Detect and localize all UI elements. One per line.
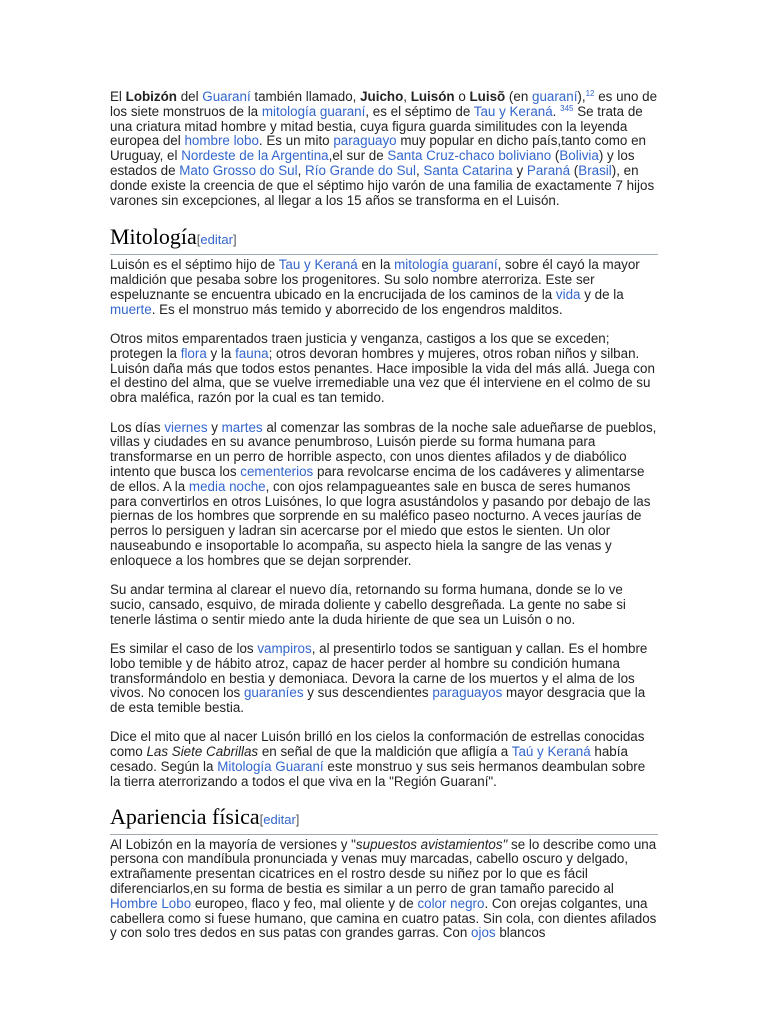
text: . Con orejas colgantes, una cabellera como si fuese humano, que camina en cuatro patas. Sin cola, con dientes afilados y con solo tres dedos en sus patas con grandes garras. Con: [110, 895, 657, 941]
text: Al Lobizón en la mayoría de versiones y ": [110, 836, 356, 852]
link-vampiros[interactable]: vampiros: [257, 640, 312, 656]
text: Su andar termina al clarear el nuevo día, retornando su forma humana, donde se lo ve sucio, cansado, esquivo, de mirada doliente y cabello desgreñada. La gente no sabe si tenerle lástima o sentir miedo ante la duda hiriente de que sea un Luisón o no.: [110, 582, 626, 627]
text: ,: [297, 162, 306, 178]
edit-link[interactable]: editar: [200, 232, 233, 248]
text: ; otros devoran hombres y mujeres, otros roban niños y silban. Luisón daña más que todos estos penantes. Hace imposible la vida del más allá. Juega con el destino del alma, que se vuelve irremediable una vez que él interviene en el colmo de su obra maléfica, razón por la cual es tan temido.: [110, 345, 655, 406]
text: para revolcarse encima de los cadáveres y alimentarse de ellos. A la: [110, 463, 645, 494]
text: y de la: [580, 286, 624, 302]
italic-text: Las Siete Cabrillas: [146, 744, 259, 760]
text: Es similar el caso de los: [110, 640, 258, 656]
link-fauna[interactable]: fauna: [235, 345, 269, 361]
text: blancos: [495, 925, 546, 941]
link-flora[interactable]: flora: [180, 345, 207, 361]
link-martes[interactable]: martes: [221, 419, 263, 435]
text: ),: [577, 89, 586, 104]
text: Luisón es el séptimo hijo de: [110, 257, 279, 273]
link-hombre-lobo[interactable]: hombre lobo: [184, 133, 259, 149]
text: El: [110, 89, 126, 104]
link-mitologia-guarani[interactable]: mitología guaraní: [394, 257, 498, 273]
term-luiso: Luisõ: [469, 89, 506, 104]
link-muerte[interactable]: muerte: [110, 301, 152, 317]
text: europeo, flaco y feo, mal oliente y de: [191, 895, 418, 911]
text: ,: [415, 162, 424, 178]
citation-link[interactable]: 12: [585, 89, 595, 98]
text: . Es un mito: [258, 133, 334, 149]
text: muy popular en dicho país,tanto como en Uruguay, el: [110, 133, 646, 164]
italic-text: supuestos avistamientos": [355, 836, 508, 852]
link-tau-y-kerana[interactable]: Tau y Keraná: [278, 257, 358, 273]
section-heading-apariencia: [110, 804, 658, 835]
text: ,el sur de: [328, 148, 388, 164]
text: y: [207, 419, 222, 435]
term-juicho: Juicho: [360, 89, 404, 104]
link-vida[interactable]: vida: [555, 286, 581, 302]
text: Otros mitos emparentados traen justicia y venganza, castigos a los que se exceden; protegen la: [110, 331, 610, 361]
link-tau-y-kerana[interactable]: Tau y Keraná: [473, 103, 553, 119]
text: Dice el mito que al nacer Luisón brilló en los cielos la conformación de estrellas conocidas como: [110, 729, 645, 760]
link-santa-catarina[interactable]: Santa Catarina: [423, 162, 513, 178]
paragraph: [110, 730, 658, 789]
text: había cesado. Según la: [110, 744, 628, 774]
edit-bracket: ]: [295, 811, 300, 827]
link-rio-grande-do-sul[interactable]: Río Grande do Sul: [305, 162, 416, 178]
article-body: [110, 90, 658, 941]
paragraph: [110, 838, 658, 942]
paragraph: [110, 421, 658, 569]
paragraph: [110, 332, 658, 406]
text: ,: [403, 89, 411, 104]
text: (: [551, 148, 560, 164]
text: , es el séptimo de: [365, 103, 474, 119]
text: también llamado,: [250, 89, 361, 104]
link-mitologia-guarani[interactable]: mitología guaraní: [261, 103, 366, 119]
section-title: Mitología: [110, 224, 197, 250]
intro-paragraph: [110, 90, 658, 208]
text: ), en donde existe la creencia de que el séptimo hijo varón de una familia de exactamente 7 hijos varones sin excepciones, al llegar a los 15 años se transforma en el Luisón.: [110, 162, 655, 208]
link-guarani[interactable]: Guaraní: [202, 89, 251, 104]
text: en señal de que la maldición que afligía a: [258, 744, 512, 760]
link-media-noche[interactable]: media noche: [188, 478, 266, 494]
text: al comenzar las sombras de la noche sale adueñarse de pueblos, villas y ciudades en su avance penumbroso, Luisón pierde su forma humana para transformarse en un perro de horrible aspecto, con unos dientes afilados y de diabólico intento que busca los: [110, 419, 657, 479]
link-paraguayo[interactable]: paraguayo: [333, 133, 397, 149]
link-hombre-lobo[interactable]: Hombre Lobo: [110, 895, 192, 911]
text: Los días: [110, 419, 165, 435]
text: y: [512, 162, 527, 178]
link-paraguayos[interactable]: paraguayos: [432, 685, 503, 701]
citation-link[interactable]: 345: [560, 103, 574, 113]
text: del: [176, 89, 203, 104]
section-title: Apariencia física: [110, 803, 260, 829]
text: se lo describe como una persona con mandíbula pronunciada y venas muy marcadas, cabello oscuro y delgado, extrañamente presentan cicatrices en el rostro desde su niñez por lo que es fácil diferenciarlos,en su forma de bestia es similar a un perro de gran tamaño parecido al: [110, 836, 657, 896]
link-cementerios[interactable]: cementerios: [240, 463, 314, 479]
paragraph: [110, 642, 658, 716]
link-mitologia-guarani[interactable]: Mitología Guaraní: [217, 758, 324, 774]
text: este monstruo y sus seis hermanos deambulan sobre la tierra aterrorizando a todos el que viva en la "Región Guaraní".: [110, 758, 646, 789]
link-bolivia[interactable]: Bolivia: [559, 148, 599, 164]
link-santa-cruz-chaco[interactable]: Santa Cruz-chaco boliviano: [387, 148, 552, 164]
text: , sobre él cayó la mayor maldición que pesaba sobre los progenitores. Su solo nombre aterroriza. Este ser espeluznante se encuentra ubicado en la encrucijada de los caminos de la: [110, 257, 640, 302]
text: en la: [357, 257, 395, 273]
text: mayor desgracia que la de esta temible bestia.: [110, 685, 646, 716]
text: Se trata de una criatura mitad hombre y mitad bestia, cuya figura guarda similitudes con la leyenda europea del: [110, 103, 643, 149]
text: , al presentirlo todos se santiguan y callan. Es el hombre lobo temible y de hábito atroz, capaz de hacer perder al hombre su condición humana transformándolo en bestia y demoniaca. Devora la carne de los muertos y el alma de los vivos. No conocen los: [110, 640, 648, 701]
link-viernes[interactable]: viernes: [164, 419, 208, 435]
link-guarani-language[interactable]: guaraní: [532, 89, 578, 104]
text: , con ojos relampagueantes sale en busca de seres humanos para convertirlos en otros Luisónes, lo que logra asustándolos y pasando por debajo de las piernas de los hombres que sorprende en su maléfico paseo nocturno. A veces jaurías de perros lo persiguen y ladran sin acercarse por el miedo que estos le sienten. Un olor nauseabundo e insoportable lo acompaña, su aspecto hiela la sangre de las venas y enloquece a los hombres que se dejan sorprender.: [110, 478, 651, 568]
link-tau-y-kerana[interactable]: Taú y Keraná: [511, 744, 591, 760]
term-luison: Luisón: [410, 89, 455, 104]
paragraph: [110, 583, 658, 627]
paragraph: [110, 258, 658, 317]
link-color-negro[interactable]: color negro: [417, 895, 485, 911]
link-mato-grosso-do-sul[interactable]: Mato Grosso do Sul: [179, 162, 298, 178]
link-ojos[interactable]: ojos: [471, 925, 496, 941]
edit-bracket: [: [259, 811, 264, 827]
link-guaranies[interactable]: guaraníes: [243, 685, 304, 701]
text: . Es el monstruo más temido y aborrecido de los engendros malditos.: [151, 301, 563, 317]
text: y la: [206, 345, 236, 361]
edit-bracket: [: [196, 232, 201, 248]
link-parana[interactable]: Paraná: [526, 162, 571, 178]
text: o: [454, 89, 470, 104]
text: (en: [505, 89, 532, 104]
link-brasil[interactable]: Brasil: [578, 162, 612, 178]
text: .: [552, 103, 561, 119]
text: es uno de los siete monstruos de la: [110, 89, 658, 119]
edit-bracket: ]: [232, 232, 237, 248]
text: y sus descendientes: [303, 685, 433, 701]
term-lobizon: Lobizón: [125, 89, 177, 104]
section-heading-mitologia: [110, 224, 658, 255]
text: ) y los estados de: [110, 148, 635, 178]
link-nordeste-argentina[interactable]: Nordeste de la Argentina: [181, 148, 329, 164]
text: (: [570, 162, 579, 178]
edit-link[interactable]: editar: [263, 811, 296, 827]
